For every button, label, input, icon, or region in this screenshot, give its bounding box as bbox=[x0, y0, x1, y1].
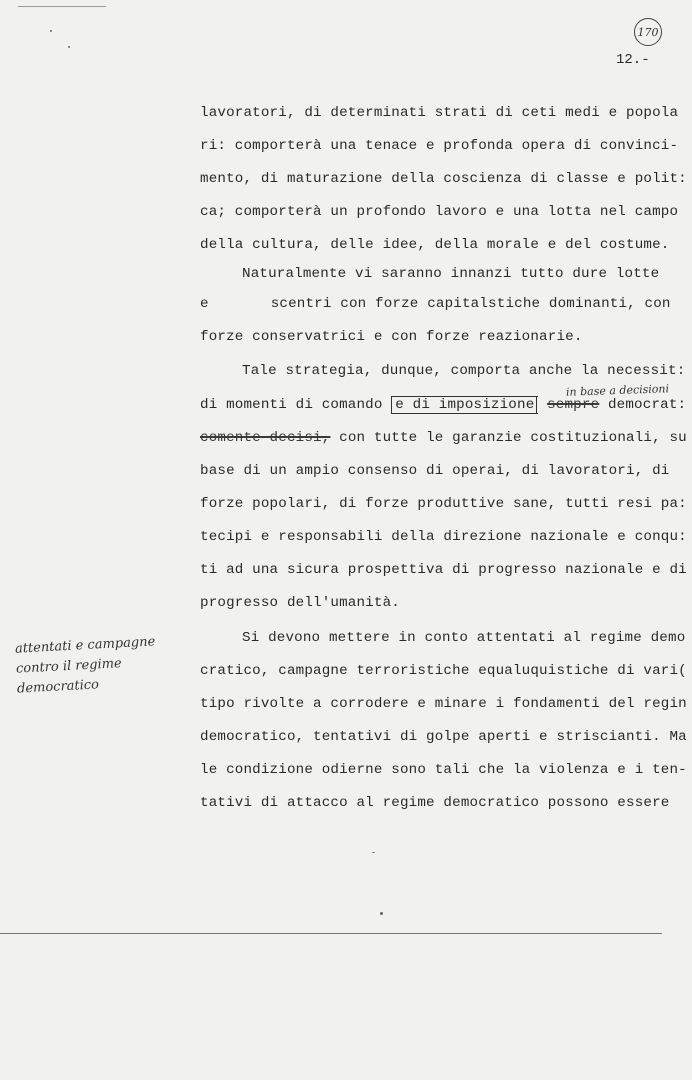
text-fragment: e bbox=[200, 296, 209, 312]
text-line: base di un ampio consenso di operai, di lavoratori, di bbox=[200, 463, 670, 479]
text-line: Tale strategia, dunque, comporta anche la necessit: bbox=[242, 363, 686, 379]
handwritten-margin-note bbox=[15, 632, 158, 699]
margin-note-line: attentati e campagne bbox=[14, 634, 156, 657]
archive-number-stamp: 170 bbox=[634, 18, 662, 46]
text-line: ti ad una sicura prospettiva di progresso nazionale e di bbox=[200, 562, 687, 578]
text-line: cratico, campagne terroristiche equaluquistiche di vari( bbox=[200, 663, 687, 679]
text-line: tipo rivolte a corrodere e minare i fondamenti del regin bbox=[200, 696, 687, 712]
text-line bbox=[200, 295, 671, 313]
bracketed-text-inner: e di imposizione bbox=[394, 396, 537, 414]
text-line: lavoratori, di determinati strati di ceti medi e popola bbox=[200, 105, 679, 121]
handwritten-insertion: in base a decisioni bbox=[565, 382, 670, 399]
top-rule bbox=[18, 6, 106, 7]
text-fragment: con tutte le garanzie costituzionali, su bbox=[339, 430, 687, 446]
text-line: Si devono mettere in conto attentati al regime demo bbox=[242, 630, 686, 646]
text-line: le condizione odierne sono tali che la violenza e i ten- bbox=[200, 762, 687, 778]
text-line: tecipi e responsabili della direzione nazionale e conqu: bbox=[200, 529, 687, 545]
scan-speck bbox=[68, 46, 70, 48]
text-line: mento, di maturazione della coscienza di classe e polit: bbox=[200, 171, 687, 187]
text-fragment: scentri con forze capitalstiche dominanti, con bbox=[270, 296, 671, 312]
text-line: della cultura, delle idee, della morale e del costume. bbox=[200, 237, 670, 253]
bottom-rule bbox=[0, 933, 662, 934]
margin-note-line: contro il regime bbox=[15, 656, 123, 677]
page-number: 12.- bbox=[616, 52, 650, 68]
text-line: tativi di attacco al regime democratico possono essere bbox=[200, 795, 670, 811]
text-line: forze popolari, di forze produttive sane, tutti resi pa: bbox=[200, 496, 687, 512]
struck-text: sempre bbox=[547, 397, 600, 413]
struck-text: comente decisi, bbox=[200, 430, 331, 446]
scan-speck bbox=[50, 30, 52, 32]
text-line: progresso dell'umanità. bbox=[200, 595, 400, 611]
margin-note-line: democratico bbox=[16, 677, 100, 697]
text-line: ri: comporterà una tenace e profonda opera di convinci- bbox=[200, 138, 679, 154]
text-line: ca; comporterà un profondo lavoro e una lotta nel campo bbox=[200, 204, 679, 220]
text-line: forze conservatrici e con forze reazionarie. bbox=[200, 329, 583, 345]
scan-speck bbox=[372, 852, 375, 853]
text-line bbox=[200, 396, 686, 414]
text-line: Naturalmente vi saranno innanzi tutto dure lotte bbox=[242, 266, 660, 282]
text-line bbox=[200, 429, 687, 447]
scan-speck bbox=[380, 912, 383, 915]
text-line: democratico, tentativi di golpe aperti e striscianti. Ma bbox=[200, 729, 687, 745]
bracketed-text bbox=[391, 396, 538, 414]
text-fragment: democrat: bbox=[607, 397, 687, 413]
text-fragment: di momenti di comando bbox=[200, 397, 383, 413]
